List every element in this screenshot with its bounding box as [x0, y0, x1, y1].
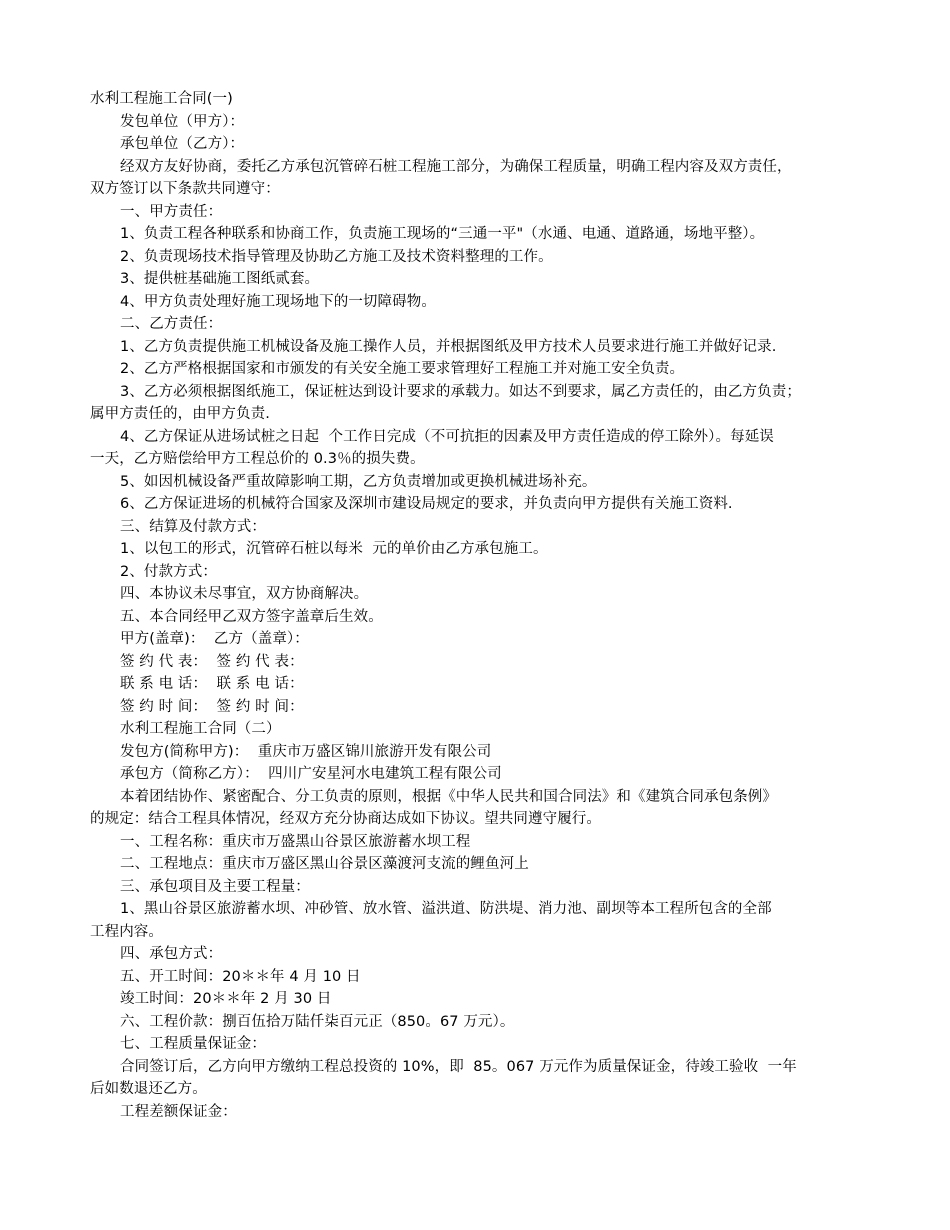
text-line: 水利工程施工合同(一) — [90, 91, 233, 107]
text-line: 1、黑山谷景区旅游蓄水坝、冲砂管、放水管、溢洪道、防洪堤、消力池、副坝等本工程所包含的全部 — [120, 901, 772, 917]
text-line: 发包方(简称甲方)： 重庆市万盛区锦川旅游开发有限公司 — [120, 743, 492, 760]
text-line: 2、乙方严格根据国家和市颁发的有关安全施工要求管理好工程施工并对施工安全负责。 — [120, 361, 685, 377]
text-line: 合同签订后，乙方向甲方缴纳工程总投资的 10%，即 85。067 万元作为质量保证金，待竣工验收 一年 — [120, 1058, 797, 1075]
text-line: 属甲方责任的，由甲方负责. — [90, 406, 270, 422]
text-line: 工程内容。 — [90, 923, 163, 940]
text-line: 签 约 时 间： 签 约 时 间： — [120, 698, 304, 715]
text-line: 五、开工时间：20＊＊年 4 月 10 日 — [120, 968, 361, 985]
text-line: 2、付款方式： — [120, 563, 217, 580]
text-line: 3、提供桩基础施工图纸贰套。 — [120, 271, 320, 287]
text-line: 1、以包工的形式，沉管碎石桩以每米 元的单价由乙方承包施工。 — [120, 541, 548, 557]
text-line: 1、乙方负责提供施工机械设备及施工操作人员，并根据图纸及甲方技术人员要求进行施工并做好记录. — [120, 338, 777, 355]
text-line: 4、乙方保证从进场试桩之日起 个工作日完成（不可抗拒的因素及甲方责任造成的停工除外）。每延误 — [120, 428, 774, 445]
text-line: 后如数退还乙方。 — [90, 1081, 207, 1097]
text-line: 承包单位（乙方）： — [120, 136, 245, 152]
text-line: 经双方友好协商，委托乙方承包沉管碎石桩工程施工部分，为确保工程质量，明确工程内容及双方责任， — [120, 158, 792, 175]
text-line: 二、乙方责任： — [120, 316, 223, 332]
text-line: 三、承包项目及主要工程量： — [120, 878, 310, 895]
text-line: 一、甲方责任： — [120, 203, 223, 220]
text-line: 二、工程地点：重庆市万盛区黑山谷景区藻渡河支流的鲤鱼河上 — [120, 856, 529, 872]
text-line: 发包单位（甲方）： — [120, 113, 245, 130]
text-line: 2、负责现场技术指导管理及协助乙方施工及技术资料整理的工作。 — [120, 248, 553, 265]
text-line: 竣工时间：20＊＊年 2 月 30 日 — [120, 991, 332, 1007]
text-line: 本着团结协作、紧密配合、分工负责的原则，根据《中华人民共和国合同法》和《建筑合同承包条例》 — [120, 788, 777, 805]
text-line: 水利工程施工合同（二） — [120, 721, 281, 737]
text-line: 一、工程名称：重庆市万盛黑山谷景区旅游蓄水坝工程 — [120, 833, 471, 850]
text-line: 七、工程质量保证金： — [120, 1036, 266, 1052]
text-line: 1、负责工程各种联系和协商工作，负责施工现场的“三通一平"（水通、电通、道路通，场地平整）。 — [120, 226, 765, 242]
text-line: 甲方(盖章)： 乙方（盖章）： — [120, 631, 309, 647]
text-line: 一天，乙方赔偿给甲方工程总价的 0.3％的损失费。 — [90, 451, 425, 467]
text-line: 签 约 代 表： 签 约 代 表： — [120, 653, 304, 670]
text-line: 的规定：结合工程具体情况，经双方充分协商达成如下协议。望共同遵守履行。 — [90, 811, 601, 827]
text-line: 联 系 电 话： 联 系 电 话： — [120, 676, 304, 692]
text-line: 承包方（简称乙方）： 四川广安星河水电建筑工程有限公司 — [120, 766, 502, 782]
text-line: 4、甲方负责处理好施工现场地下的一切障碍物。 — [120, 293, 436, 310]
text-line: 3、乙方必须根据图纸施工，保证桩达到设计要求的承载力。如达不到要求，属乙方责任的，由乙方负责； — [120, 383, 801, 400]
text-line: 四、本协议未尽事宜，双方协商解决。 — [120, 586, 369, 602]
text-line: 5、如因机械设备严重故障影响工期，乙方负责增加或更换机械进场补充。 — [120, 473, 597, 490]
text-line: 6、乙方保证进场的机械符合国家及深圳市建设局规定的要求，并负责向甲方提供有关施工资料. — [120, 496, 733, 512]
text-line: 双方签订以下条款共同遵守： — [90, 181, 280, 197]
text-line: 三、结算及付款方式： — [120, 518, 266, 535]
text-line: 六、工程价款：捌百伍拾万陆仟柒百元正（850。67 万元）。 — [120, 1013, 515, 1030]
document-body — [90, 88, 890, 1123]
text-line: 四、承包方式： — [120, 946, 223, 962]
text-line: 工程差额保证金： — [120, 1103, 237, 1120]
text-line: 五、本合同经甲乙双方签字盖章后生效。 — [120, 608, 383, 625]
